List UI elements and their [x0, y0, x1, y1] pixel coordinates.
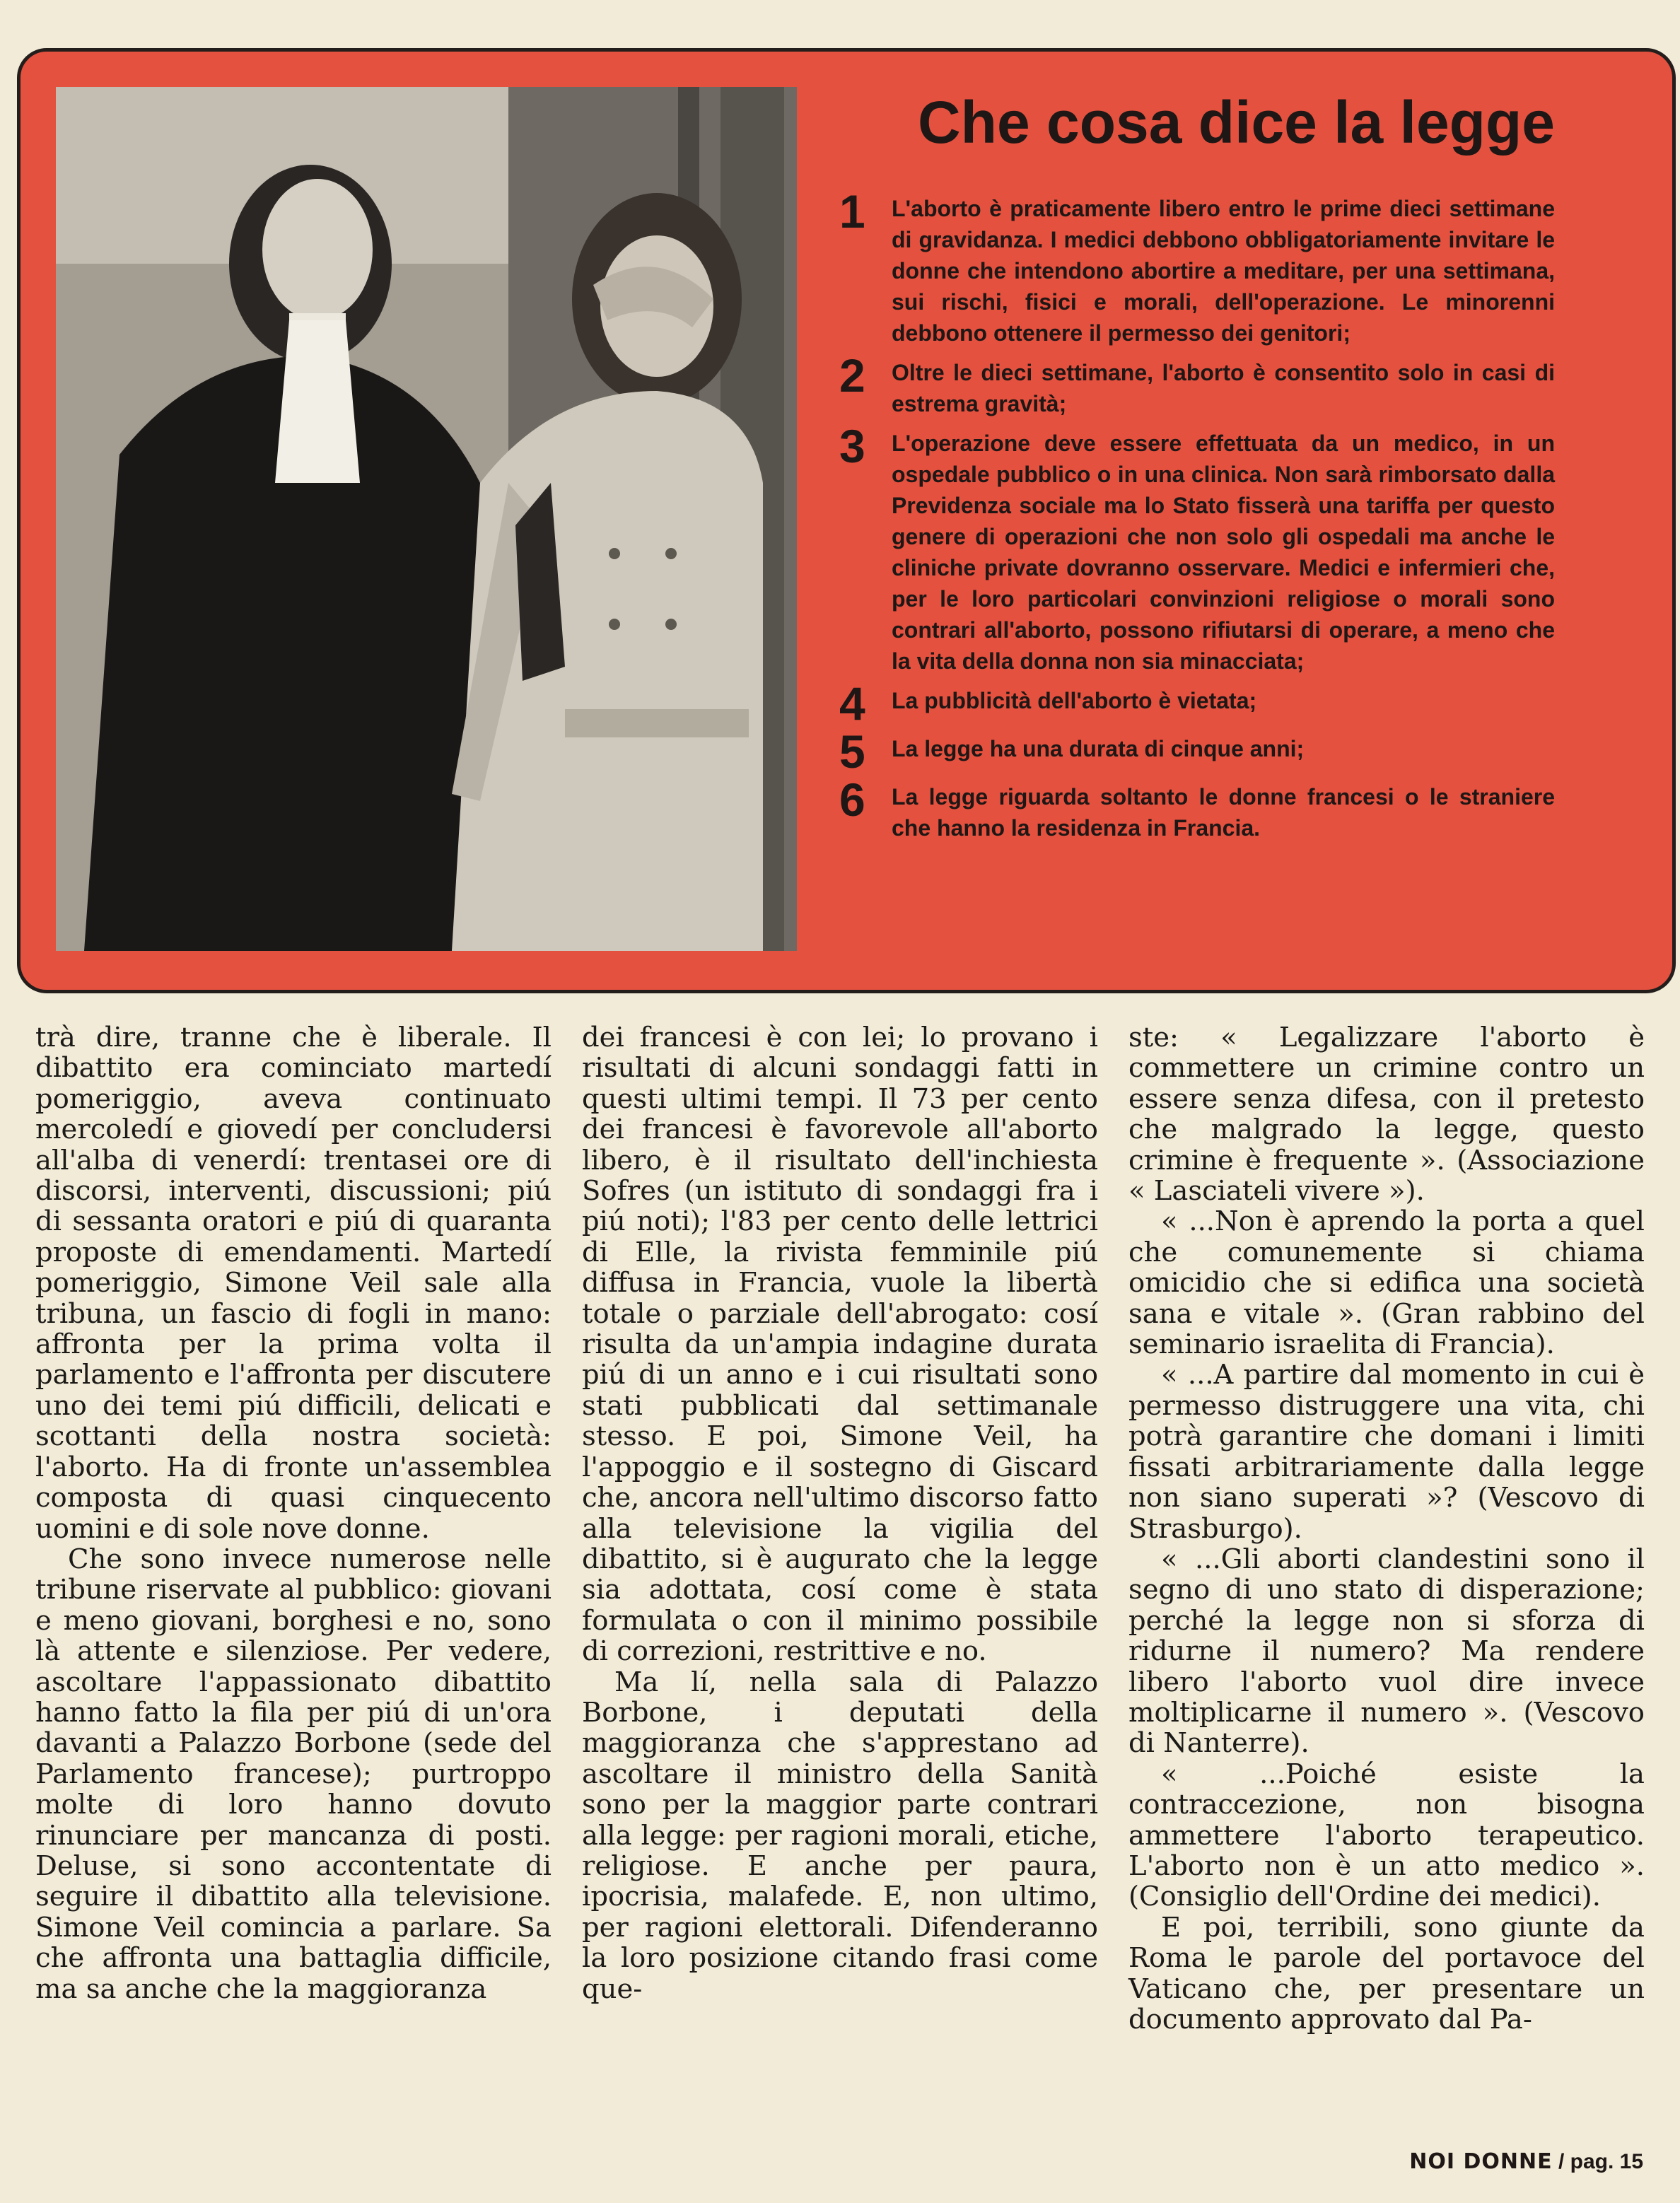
footer-separator: /: [1558, 2150, 1565, 2173]
item-number: 5: [839, 725, 865, 778]
item-text: La legge ha una durata di cinque anni;: [892, 736, 1305, 761]
paragraph: « ...Non è aprendo la porta a quel che comunemente si chiama omicidio che si edifica una società sana e vitale ». (Gran rabbino del seminario israelita di Francia).: [1128, 1205, 1645, 1361]
item-number: 2: [839, 349, 865, 402]
paragraph: trà dire, tranne che è liberale. Il dibattito era cominciato martedí pomeriggio, aveva continuato mercoledí e giovedí per concludersi all'alba di venerdí: trentasei ore di discorsi, interventi, discussioni; piú di sessanta oratori e piú di quaranta proposte di emendamenti. Martedí pomeriggio, Simone Veil sale alla tribuna, un fascio di fogli in mano: affronta per la prima volta il parlamento e l'affronta per discutere uno dei temi piú difficili, delicati e scottanti della nostra società: l'aborto. Ha di fronte un'assemblea composta di quasi cinquecento uomini e di sole nove donne.: [35, 1022, 552, 1545]
item-number: 6: [839, 773, 865, 826]
law-list: [834, 185, 1555, 852]
item-number: 3: [839, 420, 865, 472]
paragraph: Che sono invece numerose nelle tribune riservate al pubblico: giovani e meno giovani, borghesi e no, sono là attente e silenziose. Per vedere, ascoltare l'appassionato dibattito hanno fatto la fila per piú di un'ora davanti a Palazzo Borbone (sede del Parlamento francese); purtroppo molte di loro hanno dovuto rinunciare per mancanza di posti. Deluse, si sono accontentate di seguire il dibattito alla televisione. Simone Veil comincia a parlare. Sa che affronta una battaglia difficile, ma sa anche che la maggioranza: [35, 1543, 552, 2005]
item-text: L'operazione deve essere effettuata da un medico, in un ospedale pubblico o in una clinica. Non sarà rimborsato dalla Previdenza sociale ma lo Stato fisserà una tariffa per questo genere di operazioni che non solo gli ospedali ma anche le cliniche private dovranno osservare. Medici e infermieri che, per le loro particolari convinzioni religiose o morali sono contrari all'aborto, possono rifiutarsi di operare, a meno che la vita della donna non sia minacciata;: [892, 431, 1555, 674]
list-item: [834, 677, 1555, 730]
list-item: [834, 420, 1555, 677]
list-item: [834, 185, 1555, 349]
paragraph: dei francesi è con lei; lo provano i risultati di alcuni sondaggi fatti in questi ultimi tempi. Il 73 per cento dei francesi è favorevole all'aborto libero, è il risultato dell'inchiesta Sofres (un istituto di sondaggi fra i piú noti); l'83 per cento delle lettrici di Elle, la rivista femminile piú diffusa in Francia, vuole la libertà totale o parziale dell'abrogato: cosí risulta da un'ampia indagine durata piú di un anno e i cui risultati sono stati pubblicati dal settimanale stesso. E poi, Simone Veil, ha l'appoggio e il sostegno di Giscard che, ancora nell'ultimo discorso fatto alla televisione la vigilia del dibattito, si è augurato che la legge sia adottata, cosí come è stata formulata o con il minimo possibile di correzioni, restrittive e no.: [582, 1022, 1098, 1668]
paragraph: « ...A partire dal momento in cui è permesso distruggere una vita, chi potrà garantire che domani i limiti fissati arbitrariamente dalla legge non siano superati »? (Vescovo di Strasburgo).: [1128, 1359, 1645, 1545]
law-sidebar-box: [17, 48, 1676, 993]
article-column-1: [35, 1022, 552, 2125]
article-column-3: [1128, 1022, 1645, 2125]
article-body: [35, 1022, 1645, 2125]
list-item: [834, 725, 1555, 778]
paragraph: ste: « Legalizzare l'aborto è commettere un crimine contro un essere senza difesa, con il pretesto che malgrado la legge, questo crimine è frequente ». (Associazione « Lasciateli vivere »).: [1128, 1022, 1645, 1208]
photo-two-women-icon: [56, 87, 797, 951]
list-item: [834, 349, 1555, 419]
item-text: Oltre le dieci settimane, l'aborto è consentito solo in casi di estrema gravità;: [892, 360, 1555, 416]
item-number: 4: [839, 677, 865, 730]
paragraph: E poi, terribili, sono giunte da Roma le parole del portavoce del Vaticano che, per presentare un documento approvato dal Pa-: [1128, 1911, 1645, 2035]
paragraph: Ma lí, nella sala di Palazzo Borbone, i deputati della maggioranza che s'apprestano ad ascoltare il ministro della Sanità sono per la maggior parte contrari alla legge: per ragioni morali, etiche, religiose. E anche per paura, ipocrisia, malafede. E, non ultimo, per ragioni elettorali. Difenderanno la loro posizione citando frasi come que-: [582, 1666, 1098, 2005]
paragraph: « ...Poiché esiste la contraccezione, non bisogna ammettere l'aborto terapeutico. L'aborto non è un atto medico ». (Consiglio dell'Ordine dei medici).: [1128, 1758, 1645, 1913]
item-text: L'aborto è praticamente libero entro le prime dieci settimane di gravidanza. I medici debbono obbligatoriamente invitare le donne che intendono abortire a meditare, per una settimana, sui rischi, fisici e morali, dell'operazione. Le minorenni debbono ottenere il permesso dei genitori;: [892, 196, 1555, 346]
box-title: Che cosa dice la legge: [917, 89, 1555, 156]
item-text: La pubblicità dell'aborto è vietata;: [892, 688, 1257, 713]
page-number: pag. 15: [1570, 2150, 1643, 2173]
item-text: La legge riguarda soltanto le donne francesi o le straniere che hanno la residenza in Francia.: [892, 784, 1555, 841]
page-footer: [1409, 2149, 1643, 2174]
magazine-name: NOI DONNE: [1409, 2149, 1553, 2174]
list-item: [834, 773, 1555, 843]
article-column-2: [582, 1022, 1098, 2125]
item-number: 1: [839, 185, 865, 238]
paragraph: « ...Gli aborti clandestini sono il segno di uno stato di disperazione; perché la legge non si sforza di ridurne il numero? Ma rendere libero l'aborto vuol dire invece moltiplicarne il numero ». (Vescovo di Nanterre).: [1128, 1543, 1645, 1760]
